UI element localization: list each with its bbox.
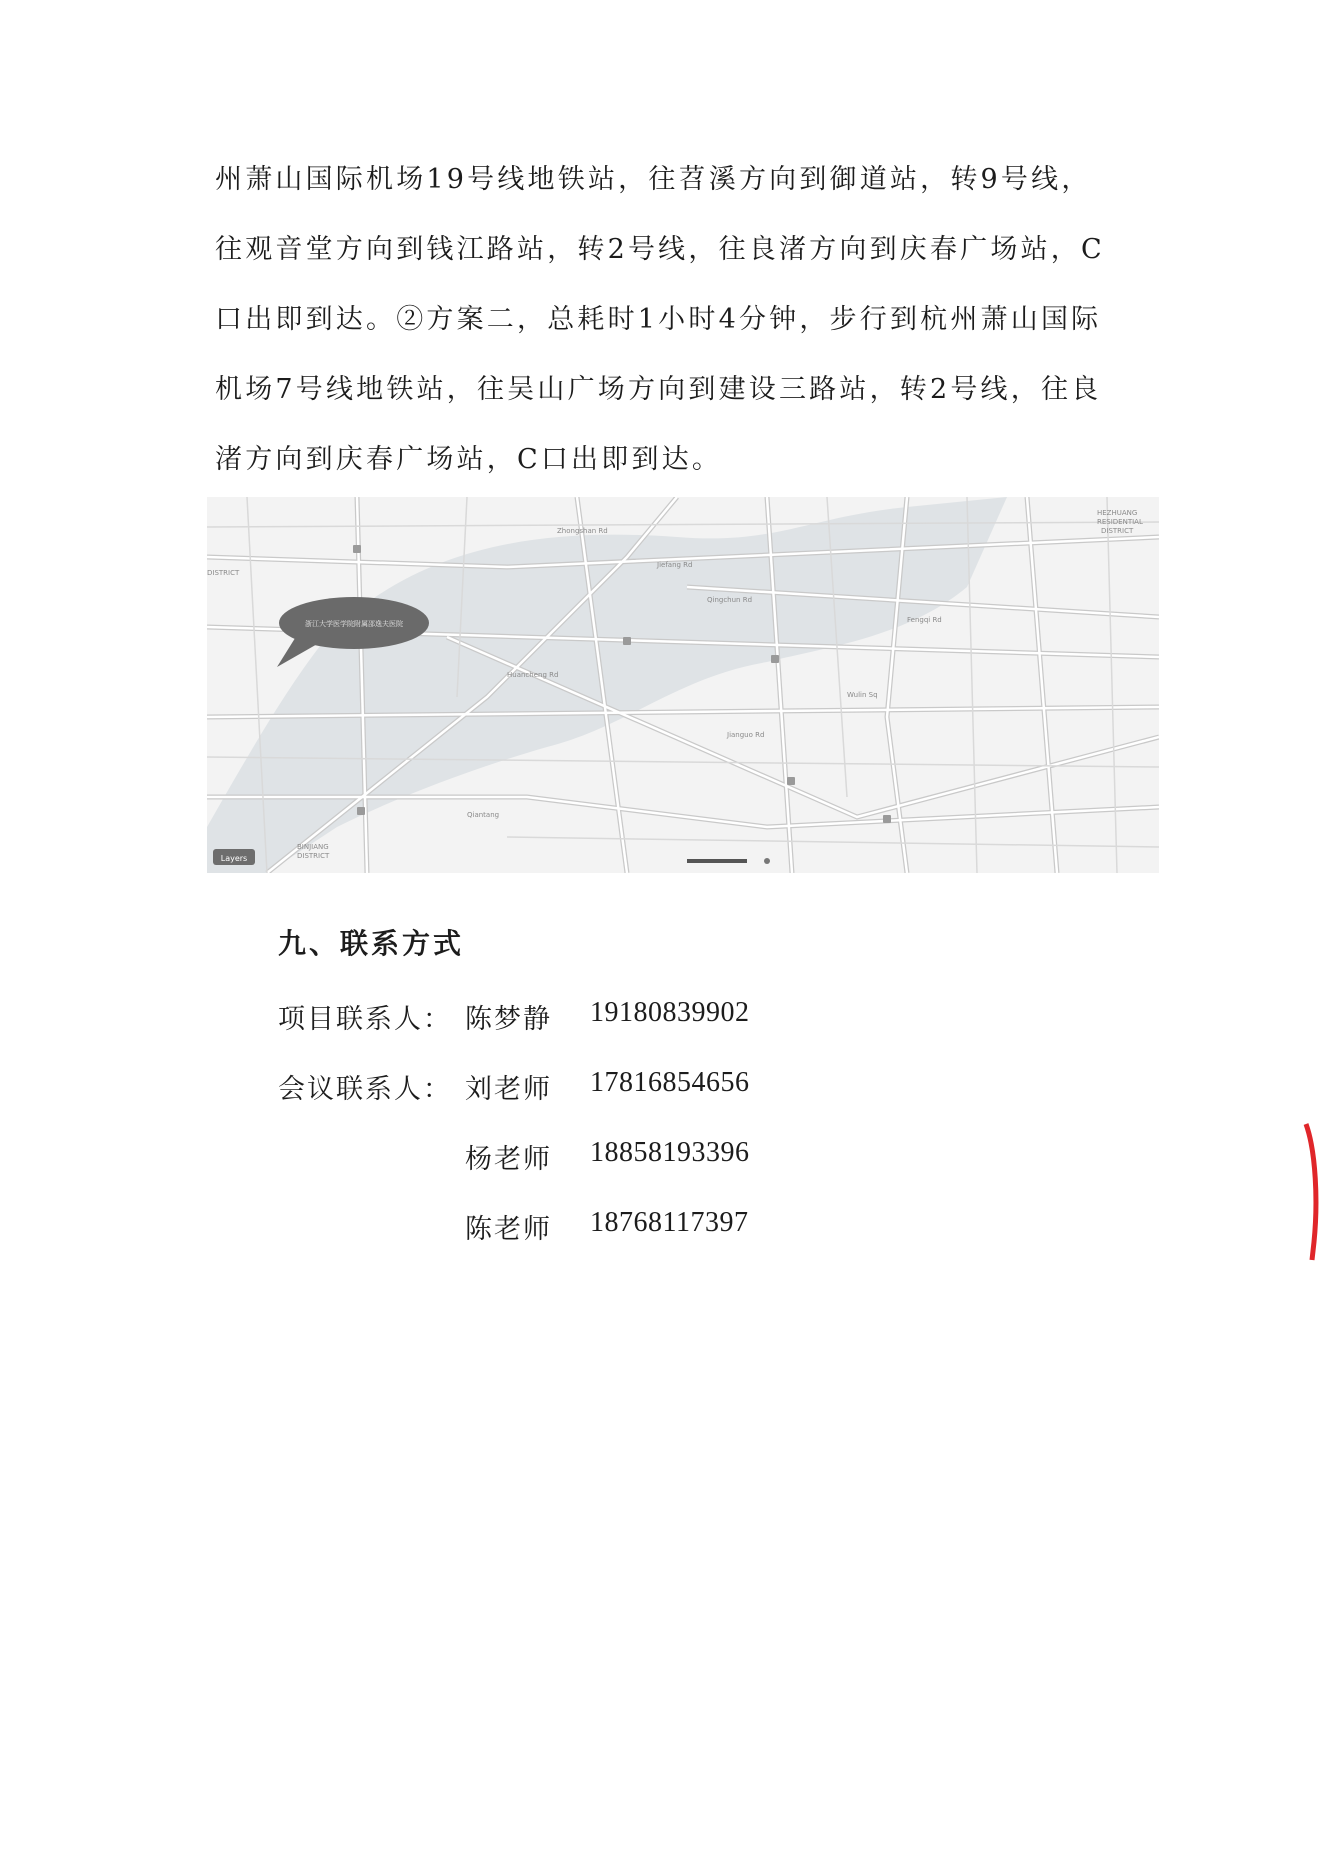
contacts-heading: 九、联系方式 — [278, 927, 465, 960]
body-text-line-5: 渚方向到庆春广场站，C口出即到达。 — [215, 444, 723, 475]
seal-stamp-edge — [1302, 1122, 1322, 1262]
meeting-contact-label: 会议联系人： — [278, 1074, 452, 1105]
meeting-contact-phone: 18858193396 — [590, 1137, 750, 1168]
meeting-contact-row-2 — [278, 1137, 878, 1177]
svg-text:Fengqi Rd: Fengqi Rd — [907, 616, 942, 624]
meeting-contact-name: 陈老师 — [465, 1214, 552, 1245]
svg-text:Wulin Sq: Wulin Sq — [847, 691, 878, 699]
meeting-contact-name: 刘老师 — [465, 1074, 552, 1105]
project-contact-name: 陈梦静 — [465, 1004, 552, 1035]
svg-text:Jianguo Rd: Jianguo Rd — [727, 731, 765, 739]
body-text-line-1: 州萧山国际机场19号线地铁站，往苕溪方向到御道站，转9号线， — [215, 164, 1092, 195]
route-map — [207, 497, 1159, 873]
body-text-line-4: 机场7号线地铁站，往吴山广场方向到建设三路站，转2号线，往良 — [215, 374, 1102, 405]
svg-text:Huancheng Rd: Huancheng Rd — [507, 671, 559, 679]
map-district-label-west: DISTRICT — [207, 569, 240, 577]
map-layers-label: Layers — [220, 854, 248, 863]
map-district-label-hezhuang: HEZHUANG — [1097, 509, 1138, 517]
svg-text:Jiefang Rd: Jiefang Rd — [657, 561, 693, 569]
map-scale-bar — [687, 858, 770, 864]
meeting-contact-row-1 — [278, 1067, 878, 1107]
body-text-line-2: 往观音堂方向到钱江路站，转2号线，往良渚方向到庆春广场站，C — [215, 234, 1105, 265]
meeting-contact-phone: 17816854656 — [590, 1067, 750, 1098]
svg-text:Zhongshan Rd: Zhongshan Rd — [557, 527, 608, 535]
route-map-graphic — [207, 497, 1159, 873]
svg-text:Qingchun Rd: Qingchun Rd — [707, 596, 753, 604]
meeting-contact-name: 杨老师 — [465, 1144, 552, 1175]
svg-text:DISTRICT: DISTRICT — [1101, 527, 1134, 535]
project-contact-label: 项目联系人： — [278, 1004, 452, 1035]
meeting-contact-phone: 18768117397 — [590, 1207, 749, 1238]
map-callout-text: 浙江大学医学院附属邵逸夫医院 — [305, 620, 403, 628]
project-contact-phone: 19180839902 — [590, 997, 750, 1028]
svg-text:RESIDENTIAL: RESIDENTIAL — [1097, 518, 1143, 526]
map-district-label-binjiang: BINJIANG — [297, 843, 329, 851]
meeting-contact-row-3 — [278, 1207, 878, 1247]
svg-text:Qiantang: Qiantang — [467, 811, 500, 819]
project-contact-row — [278, 997, 878, 1037]
map-layers-button[interactable] — [213, 849, 255, 865]
body-text-line-3: 口出即到达。②方案二，总耗时1小时4分钟，步行到杭州萧山国际 — [215, 304, 1102, 335]
svg-text:DISTRICT: DISTRICT — [297, 852, 330, 860]
